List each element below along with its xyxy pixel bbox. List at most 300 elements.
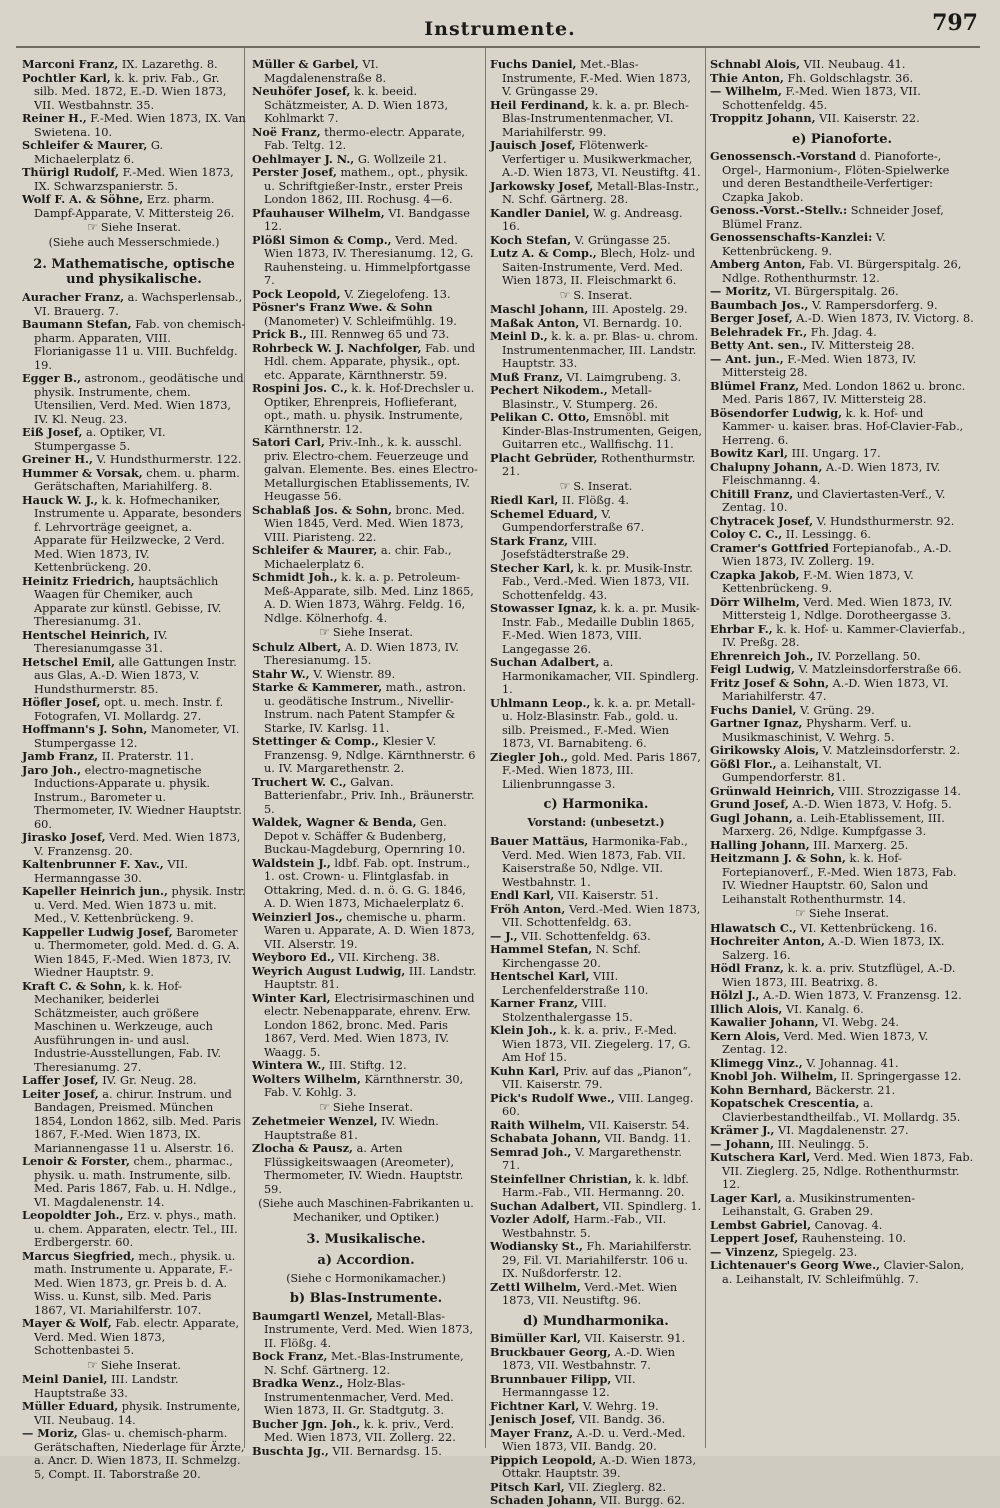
entry-list	[490, 1332, 702, 1508]
entry-name: Stark Franz,	[490, 533, 569, 548]
entry-details: k. k. pr. Musik-Instr. Fab., Verd.-Med. Wien 1873, VII. Schottenfeldg. 43.	[502, 561, 693, 602]
entry-details: F.-M. Wien 1873, V. Kettenbrückeng. 9.	[722, 568, 914, 595]
entry-name: Zlocha & Pausz,	[252, 1141, 353, 1155]
entry-details: Clavier-Salon, a. Leihanstalt, IV. Schleifmühlg. 7.	[722, 1259, 965, 1286]
entry-details: Galvan. Batterienfabr., Priv. Inh., Bräunerstr. 5.	[264, 775, 475, 816]
directory-entry	[22, 112, 246, 139]
entry-name: Endl Karl,	[490, 888, 555, 902]
inserat-reference: ☞ Siehe Inserat.	[795, 906, 889, 920]
pointing-hand-icon: ☞	[319, 1099, 330, 1114]
entry-name: Stettinger & Comp.,	[252, 734, 379, 748]
entry-name: Waldek, Wagner & Benda,	[252, 815, 417, 829]
entry-name: Berger Josef,	[710, 311, 793, 325]
entry-name: Thürigl Rudolf,	[22, 165, 120, 179]
entry-name: Greiner H.,	[22, 452, 93, 466]
directory-entry	[22, 318, 246, 372]
entry-name: Müller Eduard,	[22, 1399, 119, 1413]
directory-entry	[710, 447, 974, 461]
entry-details: VIII. Lerchenfelderstraße 110.	[502, 970, 649, 997]
entry-name: Riedl Karl,	[490, 493, 559, 507]
entry-details: k. k. Hof- und Kammer- u. kaiser. bras. Hof-Clavier-Fab., Herreng. 6.	[722, 406, 964, 447]
directory-entry	[252, 1059, 480, 1073]
entry-name: Amberg Anton,	[710, 257, 806, 271]
entry-name: Krämer J.,	[710, 1123, 775, 1137]
entry-name: Gößl Flor.,	[710, 756, 777, 771]
entry-name: Semrad Joh.,	[490, 1144, 572, 1159]
entry-name: Pösner's Franz Wwe. & Sohn	[252, 300, 433, 314]
entry-details: V. Rampersdorferg. 9.	[811, 298, 938, 312]
pointing-hand-icon: ☞	[87, 220, 98, 234]
directory-entry	[710, 1259, 974, 1286]
entry-name: Pitsch Karl,	[490, 1479, 565, 1494]
entry-name: Oehlmayer J. N.,	[252, 151, 355, 166]
entry-name: Muß Franz,	[490, 369, 563, 384]
entry-details: III. Apostelg. 29.	[591, 303, 688, 316]
entry-details: a. Leih-Etablissement, III. Marxerg. 26, Ndlge. Kumpfgasse 3.	[722, 811, 945, 838]
entry-details: Gen. Depot v. Schäffer & Budenberg, Buckau-Magdeburg, Opernring 10.	[264, 816, 466, 856]
entry-details: Harm.-Fab., VII. Westbahnstr. 5.	[502, 1213, 667, 1240]
entry-list	[22, 291, 246, 1358]
entry-name: Karner Franz,	[490, 996, 579, 1010]
directory-entry	[252, 1310, 480, 1351]
entry-name: Suchan Adalbert,	[490, 1198, 600, 1213]
subsection-heading: c) Harmonika.	[543, 797, 649, 812]
entry-name: Kappeller Ludwig Josef,	[22, 924, 173, 939]
entry-name: Hauck W. J.,	[22, 492, 98, 507]
entry-name: Bowitz Karl,	[710, 446, 788, 460]
entry-details: Emsnöbl. mit Kinder-Blas-Instrumenten, Geigen, Guitarren etc., Wallfischg. 11.	[502, 411, 702, 451]
entry-name: Bimüller Karl,	[490, 1331, 581, 1345]
entry-name: Waldstein J.,	[252, 855, 331, 870]
entry-details: II. Springergasse 12.	[840, 1070, 962, 1083]
entry-details: VIII. Strozzigasse 14.	[838, 784, 961, 798]
entry-name: Bock Franz,	[252, 1349, 328, 1363]
entry-list	[22, 1373, 246, 1481]
inserat-reference: ☞ Siehe Inserat.	[319, 625, 413, 639]
entry-list	[490, 58, 702, 288]
entry-details: Fab. und Hdl. chem. Apparate, physik., opt. etc. Apparate, Kärnthnerstr. 59.	[264, 341, 476, 382]
entry-details: VI. Webg. 24.	[822, 1016, 900, 1029]
entry-details: VI. Bandgasse 12.	[264, 206, 470, 233]
directory-entry	[252, 85, 480, 126]
entry-details: V. Kettenbrückeng. 9.	[722, 231, 886, 258]
entry-details: Verd. Med. Wien 1873, Fab. VII. Zieglerg. 25, Ndlge. Rothenthurmstr. 12.	[722, 1151, 974, 1191]
directory-entry	[710, 758, 974, 785]
directory-entry	[252, 641, 480, 668]
entry-details: IV. Mittersteig 28.	[810, 339, 915, 352]
entry-name: Chalupny Johann,	[710, 459, 823, 474]
directory-entry	[490, 1400, 702, 1414]
entry-details: W. g. Andreasg. 16.	[502, 206, 683, 233]
entry-name: Wolters Wilhelm,	[252, 1071, 361, 1086]
directory-entry	[490, 903, 702, 930]
entry-name: Chytracek Josef,	[710, 513, 814, 528]
entry-details: VII. Burgg. 62.	[600, 1494, 686, 1507]
inserat-reference: ☞ Siehe Inserat.	[87, 220, 181, 234]
directory-entry	[490, 1281, 702, 1308]
entry-name: Wintera W.,	[252, 1058, 326, 1072]
entry-details: A.-D. Wien 1873, Ottakr. Hauptstr. 39.	[502, 1453, 697, 1480]
entry-details: physik. Instrumente, VII. Neubaug. 14.	[34, 1400, 241, 1427]
directory-entry	[710, 989, 974, 1003]
directory-entry	[252, 965, 480, 992]
directory-entry	[22, 696, 246, 723]
directory-entry	[710, 1097, 974, 1124]
directory-entry	[490, 1065, 702, 1092]
entry-name: Halling Johann,	[710, 837, 810, 852]
entry-list	[252, 1115, 480, 1196]
directory-entry	[490, 535, 702, 562]
entry-name: Wodiansky St.,	[490, 1239, 583, 1253]
entry-name: Schnabl Alois,	[710, 57, 801, 71]
directory-entry	[22, 139, 246, 166]
entry-name: Hödl Franz,	[710, 961, 784, 975]
directory-entry	[252, 1350, 480, 1377]
entry-list	[490, 494, 702, 791]
entry-details: VII. Bandg. 11.	[604, 1132, 691, 1145]
entry-details: ldbf. Fab. opt. Instrum., 1. ost. Crown- u. Flintglasfab. in Ottakring, Med. d. n. ö. G. G. 1846, A. D. Wien 1873, Michaelerplatz 6.	[264, 856, 471, 910]
directory-entry	[710, 1232, 974, 1246]
directory-entry	[490, 1346, 702, 1373]
entry-details: Holz-Blas-Instrumentenmacher, Verd. Med. Wien 1873, II. Gr. Stadtgutg. 3.	[264, 1377, 454, 1417]
directory-entry	[252, 58, 480, 85]
entry-details: k. k. a. pr. Metall- u. Holz-Blasinstr. Fab., gold. u. silb. Preismed., F.-Med. Wien 1873, VI. Barnabiteng. 6.	[502, 696, 696, 750]
entry-details: V. Ziegelofeng. 13.	[344, 287, 451, 301]
directory-entry	[710, 569, 974, 596]
entry-details: Fab. electr. Apparate, Verd. Med. Wien 1873, Schottenbastei 5.	[34, 1317, 240, 1357]
entry-name: Hentschel Karl,	[490, 969, 590, 983]
entry-name: Thie Anton,	[710, 70, 784, 85]
entry-details: k. k. a. priv. Stutzflügel, A.-D. Wien 1873, III. Beatrixg. 8.	[722, 962, 956, 989]
entry-details: Fh. Goldschlagstr. 36.	[787, 71, 914, 85]
directory-entry	[22, 980, 246, 1075]
entry-name: Knobl Joh. Wilhelm,	[710, 1069, 838, 1083]
entry-name: Schmidt Joh.,	[252, 570, 338, 584]
entry-list	[710, 922, 974, 1287]
entry-details: III. Rennweg 65 und 73.	[310, 328, 450, 341]
directory-entry	[710, 1124, 974, 1138]
directory-entry	[490, 835, 702, 889]
entry-name: Brunnbauer Filipp,	[490, 1371, 612, 1386]
entry-list	[490, 835, 702, 1308]
entry-name: Lutz A. & Comp.,	[490, 246, 597, 260]
directory-entry	[252, 857, 480, 911]
entry-name: Vozler Adolf,	[490, 1212, 571, 1226]
entry-name: Ziegler Joh.,	[490, 749, 568, 764]
directory-entry	[710, 380, 974, 407]
entry-name: Höfler Josef,	[22, 695, 101, 709]
entry-name: Fröh Anton,	[490, 901, 566, 916]
directory-entry	[22, 750, 246, 764]
entry-details: Fortepianofab., A.-D. Wien 1873, IV. Zollerg. 19.	[722, 541, 952, 568]
directory-entry	[252, 668, 480, 682]
entry-details: VI. Laimgrubeng. 3.	[566, 370, 682, 384]
entry-name: Hölzl J.,	[710, 988, 760, 1002]
entry-details: math., astron. u. geodätische Instrum., Nivellir-Instrum. nach Patent Stampfer & Starke, IV. Karlsg. 11.	[264, 681, 466, 735]
directory-entry	[252, 234, 480, 288]
entry-details: physik. Instr. u. Verd. Med. Wien 1873 u. mit. Med., V. Kettenbrückeng. 9.	[34, 885, 246, 925]
directory-entry	[710, 312, 974, 326]
entry-details: Verd. Med. Wien 1873, V. Franzensg. 20.	[34, 831, 241, 858]
directory-entry	[22, 291, 246, 318]
directory-entry	[710, 299, 974, 313]
directory-entry	[22, 656, 246, 697]
directory-entry	[710, 1030, 974, 1057]
entry-details: electro-magnetische Inductions-Apparate u. physik. Instrum., Barometer u. Thermometer, IV. Wiedner Hauptstr. 60.	[34, 763, 242, 831]
entry-details: VII. Hermanngasse 12.	[502, 1372, 636, 1399]
entry-details: Barometer u. Thermometer, gold. Med. d. G. A. Wien 1845, F.-Med. Wien 1873, IV. Wiedner Hauptstr. 9.	[34, 925, 240, 979]
entry-name: Meinl D.,	[490, 329, 548, 343]
entry-name: Eiß Josef,	[22, 425, 83, 439]
entry-name: Kuhn Karl,	[490, 1063, 560, 1078]
entry-name: Heil Ferdinand,	[490, 97, 589, 112]
entry-name: Baumgartl Wenzel,	[252, 1308, 373, 1323]
entry-name: — Johann,	[710, 1136, 775, 1151]
directory-entry	[22, 1317, 246, 1358]
directory-entry	[252, 382, 480, 436]
entry-name: Troppitz Johann,	[710, 111, 816, 125]
entry-name: Genossensch.-Vorstand	[710, 149, 857, 163]
entry-details: Spiegelg. 23.	[782, 1245, 858, 1259]
entry-name: Heitzmann J. & Sohn,	[710, 851, 846, 865]
entry-name: Fuchs Daniel,	[490, 57, 577, 71]
directory-entry	[22, 885, 246, 926]
pointing-hand-icon: ☞	[795, 906, 806, 920]
directory-entry	[490, 1173, 702, 1200]
directory-entry	[490, 562, 702, 603]
entry-name: Pock Leopold,	[252, 286, 341, 301]
entry-details: Fab. von chemisch-pharm. Apparaten, VIII. Florianigasse 11 u. VIII. Buchfeldg. 19.	[34, 318, 246, 372]
directory-entry	[22, 467, 246, 494]
entry-name: Laffer Josef,	[22, 1073, 99, 1087]
entry-details: F.-Med. Wien 1873, IX. Schwarzspanierstr. 5.	[34, 166, 234, 193]
entry-details: thermo-electr. Apparate, Fab. Teltg. 12.	[264, 125, 465, 152]
entry-details: VI. Kettenbrückeng. 16.	[800, 921, 938, 935]
entry-name: Lager Karl,	[710, 1190, 782, 1205]
entry-details: V. Matzleinsdorferstr. 2.	[822, 744, 961, 757]
directory-entry	[710, 812, 974, 839]
entry-name: Genoss.-Vorst.-Stellv.:	[710, 203, 848, 217]
entry-details: V. Hundsthurmerstr. 122.	[96, 453, 242, 466]
entry-details: G. Wollzeile 21.	[357, 152, 447, 166]
entry-details: chemische u. pharm. Waren u. Apparate, A. D. Wien 1873, VII. Alserstr. 19.	[264, 910, 475, 951]
directory-entry	[252, 1418, 480, 1445]
entry-name: Placht Gebrüder,	[490, 450, 598, 465]
directory-entry	[490, 1373, 702, 1400]
entry-details: Rauhensteing. 10.	[801, 1232, 907, 1245]
entry-name: Kopatschek Crescentia,	[710, 1096, 860, 1110]
entry-name: Pechert Nikodem.,	[490, 383, 608, 397]
entry-details: a. Wachsperlensab., VI. Brauerg. 7.	[34, 291, 243, 318]
directory-entry	[252, 166, 480, 207]
directory-entry	[710, 339, 974, 353]
directory-entry	[22, 831, 246, 858]
pointing-hand-icon: ☞	[319, 625, 330, 639]
entry-name: Feigl Ludwig,	[710, 662, 795, 676]
entry-details: III. Stiftg. 12.	[329, 1059, 407, 1072]
entry-details: Med. London 1862 u. bronc. Med. Paris 1867, IV. Mittersteig 28.	[722, 379, 966, 406]
entry-name: Kern Alois,	[710, 1028, 781, 1043]
entry-name: Schablaß Jos. & Sohn,	[252, 502, 392, 517]
cross-reference-note: (Siehe auch Messerschmiede.)	[48, 235, 220, 249]
directory-entry	[490, 180, 702, 207]
entry-details: Erz. pharm. Dampf-Apparate, V. Mittersteig 26.	[34, 193, 235, 220]
directory-entry	[252, 776, 480, 817]
directory-entry	[252, 1142, 480, 1196]
directory-entry	[490, 1024, 702, 1065]
directory-entry	[252, 288, 480, 302]
directory-entry	[490, 697, 702, 751]
column-4	[704, 58, 980, 1448]
entry-name: Czapka Jakob,	[710, 567, 800, 582]
entry-details: opt. u. mech. Instr. f. Fotografen, VI. Mollardg. 27.	[34, 696, 224, 723]
entry-details: k. k. Hofmechaniker, Instrumente u. Apparate, besonders f. Lehrvorträge geeignet, a. Apparate für Heilzwecke, 2 Verd. Med. Wien 1873, IV. Kettenbrückeng. 20.	[34, 493, 242, 574]
entry-details: Electrisirmaschinen und electr. Nebenapparate, ehrenv. Erw. London 1862, bronc. Med. Paris 1867, Verd. Med. Wien 1873, IV. Waagg. 5.	[264, 991, 475, 1059]
entry-name: Grünwald Heinrich,	[710, 783, 835, 798]
entry-name: Zettl Wilhelm,	[490, 1279, 581, 1294]
entry-name: Hetschel Emil,	[22, 654, 116, 669]
directory-entry	[710, 852, 974, 906]
entry-name: Lichtenauer's Georg Wwe.,	[710, 1258, 880, 1272]
directory-entry	[490, 371, 702, 385]
entry-details: Glas- u. chemisch-pharm. Gerätschaften, Niederlage für Ärzte, a. Ancr. D. Wien 1873, II. Schmelzg. 5, Compt. II. Taborstraße 20.	[34, 1427, 245, 1481]
directory-entry	[252, 544, 480, 571]
directory-entry	[490, 970, 702, 997]
entry-details: Flötenwerk-Verfertiger u. Musikwerkmacher, A.-D. Wien 1873, VI. Neustiftg. 41.	[502, 139, 701, 179]
directory-entry	[710, 542, 974, 569]
entry-name: Illich Alois,	[710, 1001, 783, 1016]
directory-entry	[710, 150, 974, 204]
entry-name: Pfauhauser Wilhelm,	[252, 205, 385, 220]
directory-entry	[22, 1074, 246, 1088]
directory-entry	[252, 571, 480, 625]
directory-entry	[252, 816, 480, 857]
entry-name: Jaro Joh.,	[22, 762, 82, 777]
entry-name: Belehradek Fr.,	[710, 324, 808, 339]
vorstand-note: Vorstand: (unbesetzt.)	[527, 815, 665, 829]
entry-details: III. Landstr. Hauptstr. 81.	[264, 964, 477, 991]
entry-name: Jirasko Josef,	[22, 830, 106, 844]
entry-name: Weyrich August Ludwig,	[252, 963, 406, 978]
directory-entry	[22, 1088, 246, 1156]
directory-entry	[490, 494, 702, 508]
entry-details: A.-D. Wien 1873, IV. Fleischmanng. 4.	[722, 460, 941, 487]
directory-entry	[710, 353, 974, 380]
entry-name: Schleifer & Maurer,	[22, 138, 148, 152]
directory-entry	[490, 1332, 702, 1346]
directory-entry	[252, 342, 480, 383]
entry-name: Auracher Franz,	[22, 290, 125, 304]
entry-name: Baumbach Jos.,	[710, 297, 809, 312]
entry-name: Neuhöfer Josef,	[252, 84, 351, 98]
entry-name: Kaltenbrunner F. Xav.,	[22, 857, 164, 871]
entry-details: Verd. Med. Wien 1873, IV. Mittersteig 1, Ndlge. Dorotheergasse 3.	[722, 595, 953, 622]
entry-name: Reiner H.,	[22, 111, 87, 125]
entry-details: VII. Spindlerg. 1.	[603, 1199, 702, 1213]
directory-entry	[710, 488, 974, 515]
directory-entry	[710, 596, 974, 623]
entry-name: Leppert Josef,	[710, 1231, 799, 1245]
entry-name: Kohn Bernhard,	[710, 1082, 812, 1097]
directory-entry	[252, 1377, 480, 1418]
directory-entry	[22, 858, 246, 885]
entry-name: Raith Wilhelm,	[490, 1117, 586, 1132]
entry-name: Weinzierl Jos.,	[252, 909, 343, 924]
entry-details: VI. Magdalenenstraße 8.	[264, 58, 387, 85]
directory-entry	[490, 317, 702, 331]
entry-details: N. Schf. Kirchengasse 20.	[502, 943, 641, 970]
entry-details: V. Hundsthurmerstr. 92.	[816, 514, 955, 528]
directory-entry	[490, 1132, 702, 1146]
directory-entry	[710, 798, 974, 812]
entry-name: Rospini Jos. C.,	[252, 381, 348, 395]
page-number: 797	[932, 10, 978, 36]
entry-details: F.-Med. Wien 1873, IV. Mittersteig 28.	[722, 352, 917, 379]
entry-name: Fritz Josef & Sohn,	[710, 675, 830, 690]
entry-details: Verd. Med. Wien 1873, V. Zentag. 12.	[722, 1029, 929, 1056]
entry-details: IV. Porzellang. 50.	[817, 649, 921, 663]
entry-name: Müller & Garbel,	[252, 57, 359, 71]
directory-entry	[252, 951, 480, 965]
entry-details: a. Musikinstrumenten-Leihanstalt, G. Graben 29.	[722, 1191, 916, 1218]
entry-list	[490, 303, 702, 479]
entry-details: VIII. Stolzenthalergasse 15.	[502, 997, 633, 1024]
entry-name: Klein Joh.,	[490, 1023, 557, 1037]
entry-details: V. Gumpendorferstraße 67.	[502, 507, 645, 534]
entry-name: — Moritz,	[710, 284, 772, 298]
directory-entry	[710, 72, 974, 86]
entry-name: Pippich Leopold,	[490, 1452, 597, 1467]
entry-details: Blech, Holz- und Saiten-Instrumente, Verd. Med. Wien 1873, II. Fleischmarkt 6.	[502, 247, 696, 287]
directory-entry	[710, 1003, 974, 1017]
directory-entry	[710, 744, 974, 758]
directory-entry	[710, 1138, 974, 1152]
entry-name: Pochtler Karl,	[22, 70, 111, 85]
entry-name: — Wilhelm,	[710, 84, 782, 98]
entry-name: Zehetmeier Wenzel,	[252, 1114, 378, 1128]
subsection-heading: e) Pianoforte.	[791, 131, 893, 147]
directory-entry	[22, 72, 246, 113]
directory-entry	[710, 623, 974, 650]
entry-name: Fichtner Karl,	[490, 1398, 580, 1413]
entry-name: Klimegg Vinz.,	[710, 1055, 803, 1070]
entry-details: III. Neulingg. 5.	[777, 1137, 869, 1151]
directory-entry	[490, 1413, 702, 1427]
directory-entry	[710, 1016, 974, 1030]
entry-details: Metall-Blasinstr., V. Stumperg. 26.	[502, 384, 658, 411]
directory-entry	[490, 411, 702, 452]
entry-details: V. Margarethenstr. 71.	[502, 1145, 682, 1172]
entry-details: Schneider Josef, Blümel Franz.	[722, 204, 944, 231]
entry-details: chem. u. pharm. Gerätschaften, Mariahilferg. 8.	[34, 466, 240, 493]
entry-name: Maschl Johann,	[490, 302, 589, 316]
entry-name: Noë Franz,	[252, 124, 321, 139]
entry-details: VII. Kaiserstr. 54.	[588, 1118, 690, 1132]
directory-entry	[490, 1146, 702, 1173]
subsection-heading: a) Accordion.	[317, 1253, 415, 1268]
entry-details: VII. Schottenfeldg. 63.	[521, 929, 651, 943]
entry-details: (Manometer) V. Schleifmühlg. 19.	[264, 314, 457, 328]
pointing-hand-icon: ☞	[559, 478, 571, 493]
directory-entry	[22, 453, 246, 467]
directory-entry	[490, 330, 702, 371]
entry-details: Priv. auf das „Pianon“, VII. Kaiserstr. 79.	[502, 1064, 692, 1091]
entry-name: Kraft C. & Sohn,	[22, 978, 126, 993]
directory-entry	[710, 258, 974, 285]
entry-name: Starke & Kammerer,	[252, 680, 383, 694]
entry-details: VI. Bernardg. 10.	[582, 316, 683, 330]
directory-entry	[710, 326, 974, 340]
